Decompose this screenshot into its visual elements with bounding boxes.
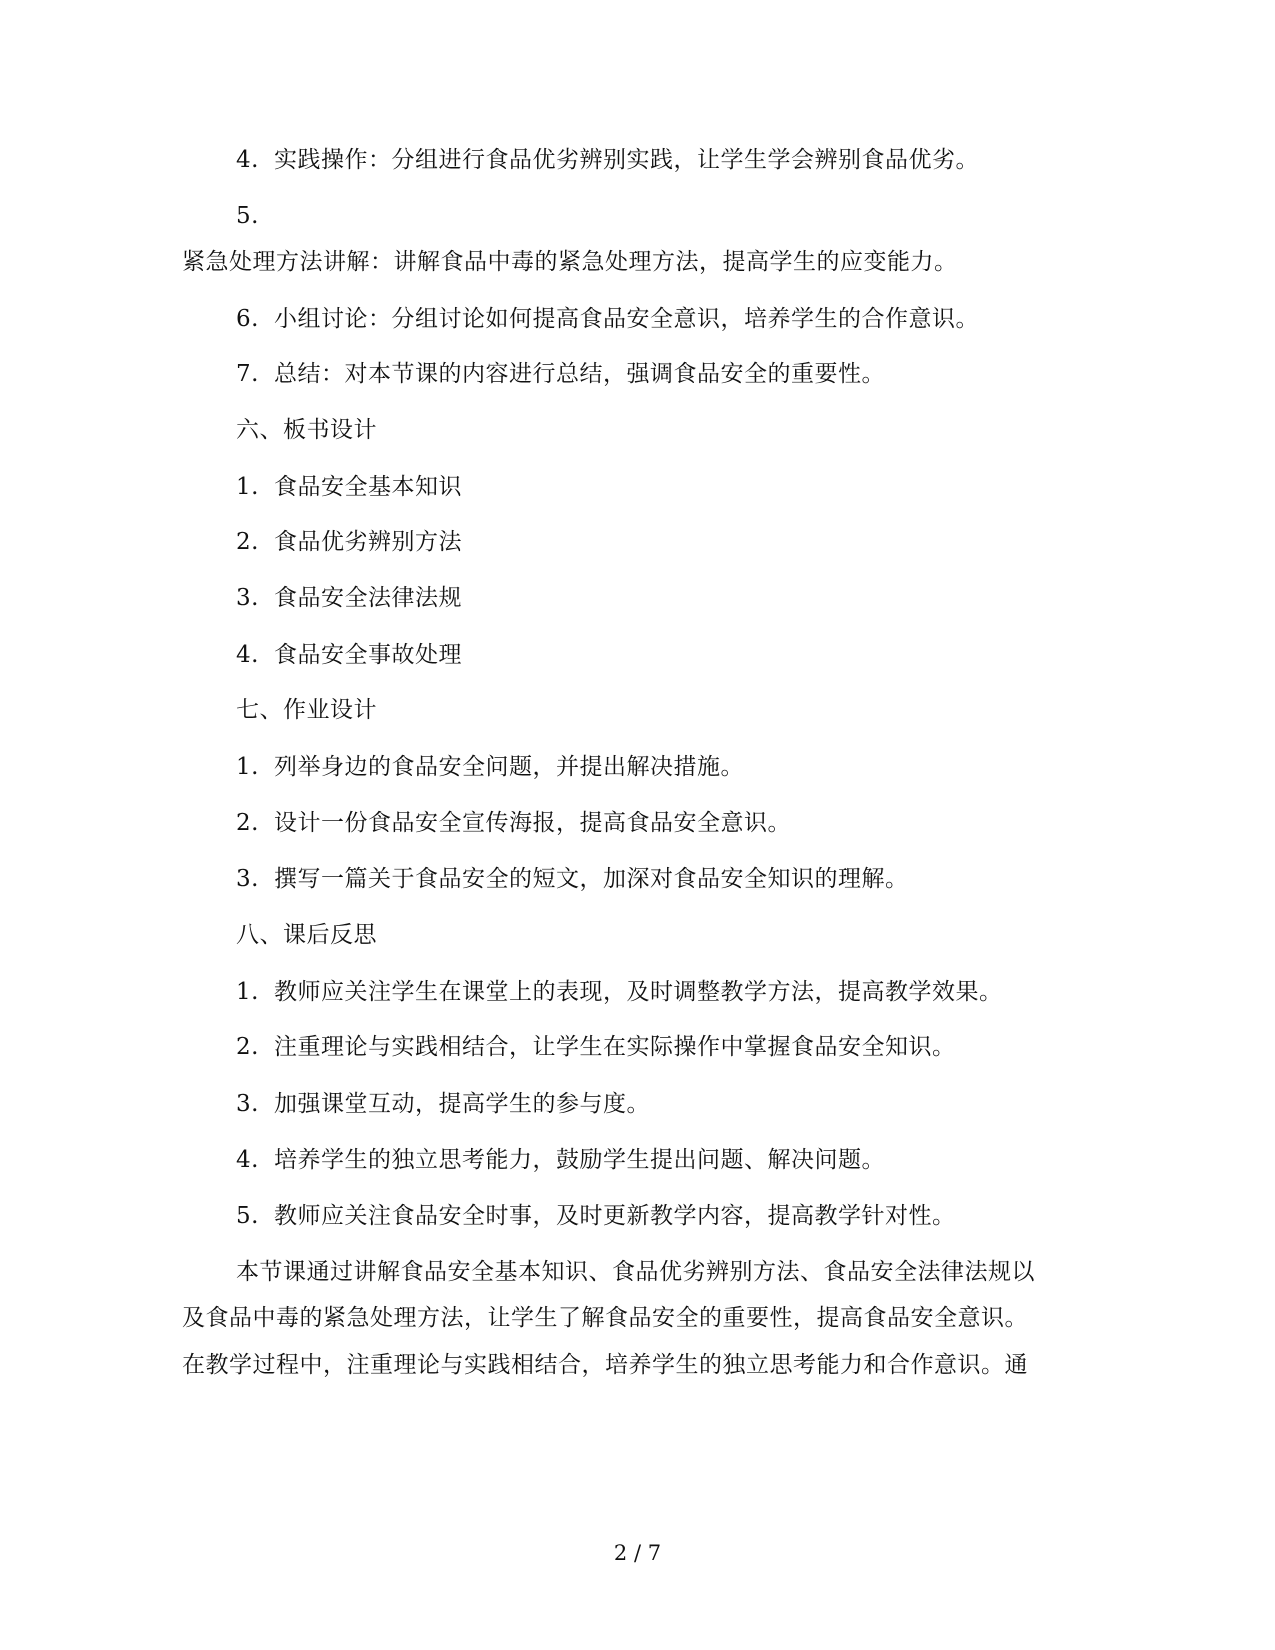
list-item: 3. 食品安全法律法规 [236,585,462,611]
list-item-number: 5. [236,203,259,229]
list-item: 2. 注重理论与实践相结合，让学生在实际操作中掌握食品安全知识。 [236,1034,956,1060]
list-item-practice: 4. 实践操作：分组进行食品优劣辨别实践，让学生学会辨别食品优劣。 [236,147,979,173]
section-heading-board: 六、板书设计 [236,417,377,443]
list-item: 2. 设计一份食品安全宣传海报，提高食品安全意识。 [236,810,791,836]
list-item-discussion: 6. 小组讨论：分组讨论如何提高食品安全意识，培养学生的合作意识。 [236,306,979,332]
list-item: 1. 列举身边的食品安全问题，并提出解决措施。 [236,754,744,780]
section-heading-homework: 七、作业设计 [236,697,377,723]
list-item: 4. 食品安全事故处理 [236,642,462,668]
section-heading-reflection: 八、课后反思 [236,922,377,948]
list-item-emergency: 紧急处理方法讲解：讲解食品中毒的紧急处理方法，提高学生的应变能力。 [182,249,958,275]
list-item: 1. 教师应关注学生在课堂上的表现，及时调整教学方法，提高教学效果。 [236,979,1003,1005]
summary-paragraph-line: 及食品中毒的紧急处理方法，让学生了解食品安全的重要性，提高食品安全意识。 [182,1305,1028,1331]
page-number: 2 / 7 [613,1541,662,1565]
summary-paragraph-line: 在教学过程中，注重理论与实践相结合，培养学生的独立思考能力和合作意识。通 [182,1352,1028,1378]
list-item: 4. 培养学生的独立思考能力，鼓励学生提出问题、解决问题。 [236,1147,885,1173]
list-item: 3. 加强课堂互动，提高学生的参与度。 [236,1091,650,1117]
summary-paragraph-line: 本节课通过讲解食品安全基本知识、食品优劣辨别方法、食品安全法律法规以 [236,1259,1035,1285]
list-item: 5. 教师应关注食品安全时事，及时更新教学内容，提高教学针对性。 [236,1203,956,1229]
list-item: 2. 食品优劣辨别方法 [236,529,462,555]
list-item: 1. 食品安全基本知识 [236,474,462,500]
list-item-summary: 7. 总结：对本节课的内容进行总结，强调食品安全的重要性。 [236,361,885,387]
list-item: 3. 撰写一篇关于食品安全的短文，加深对食品安全知识的理解。 [236,866,909,892]
